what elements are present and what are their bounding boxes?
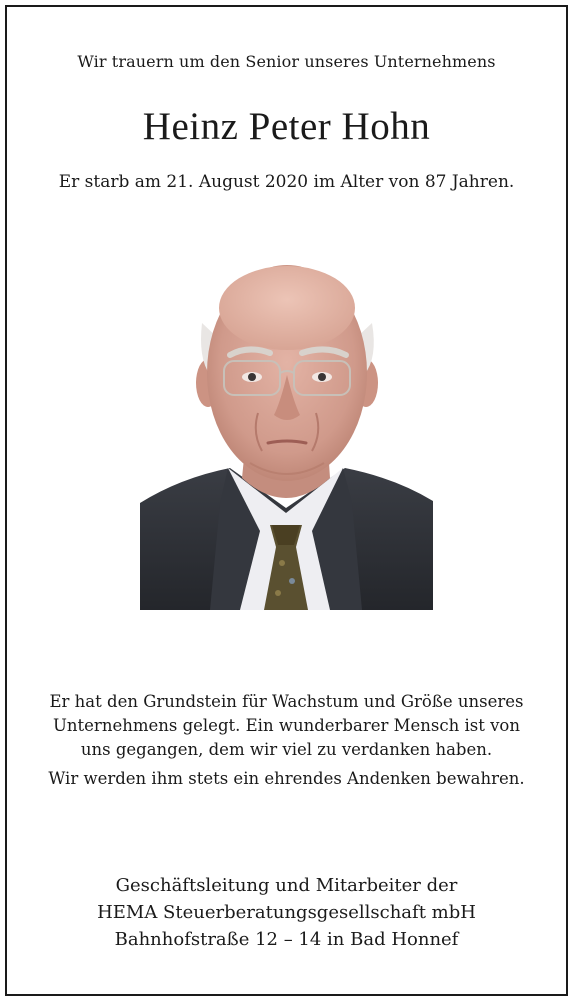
portrait-photo xyxy=(140,263,433,610)
tribute-paragraph: Er hat den Grundstein für Wachstum und Größe unseres Unternehmens gelegt. Ein wunderbarer Mensch ist von uns gegangen, dem wir viel zu verdanken haben. xyxy=(49,692,524,759)
tribute-text xyxy=(40,690,533,791)
portrait-illustration xyxy=(140,263,433,610)
tribute-paragraph: Wir werden ihm stets ein ehrendes Andenken bewahren. xyxy=(48,769,525,788)
signature-block xyxy=(0,872,573,953)
signature-line: HEMA Steuerberatungsgesellschaft mbH xyxy=(97,902,476,923)
intro-text: Wir trauern um den Senior unseres Unternehmens xyxy=(77,52,496,71)
deceased-name: Heinz Peter Hohn xyxy=(142,105,431,148)
signature-line: Bahnhofstraße 12 – 14 in Bad Honnef xyxy=(114,929,459,950)
death-date-line: Er starb am 21. August 2020 im Alter von 87 Jahren. xyxy=(58,172,515,192)
signature-line: Geschäftsleitung und Mitarbeiter der xyxy=(115,875,458,896)
